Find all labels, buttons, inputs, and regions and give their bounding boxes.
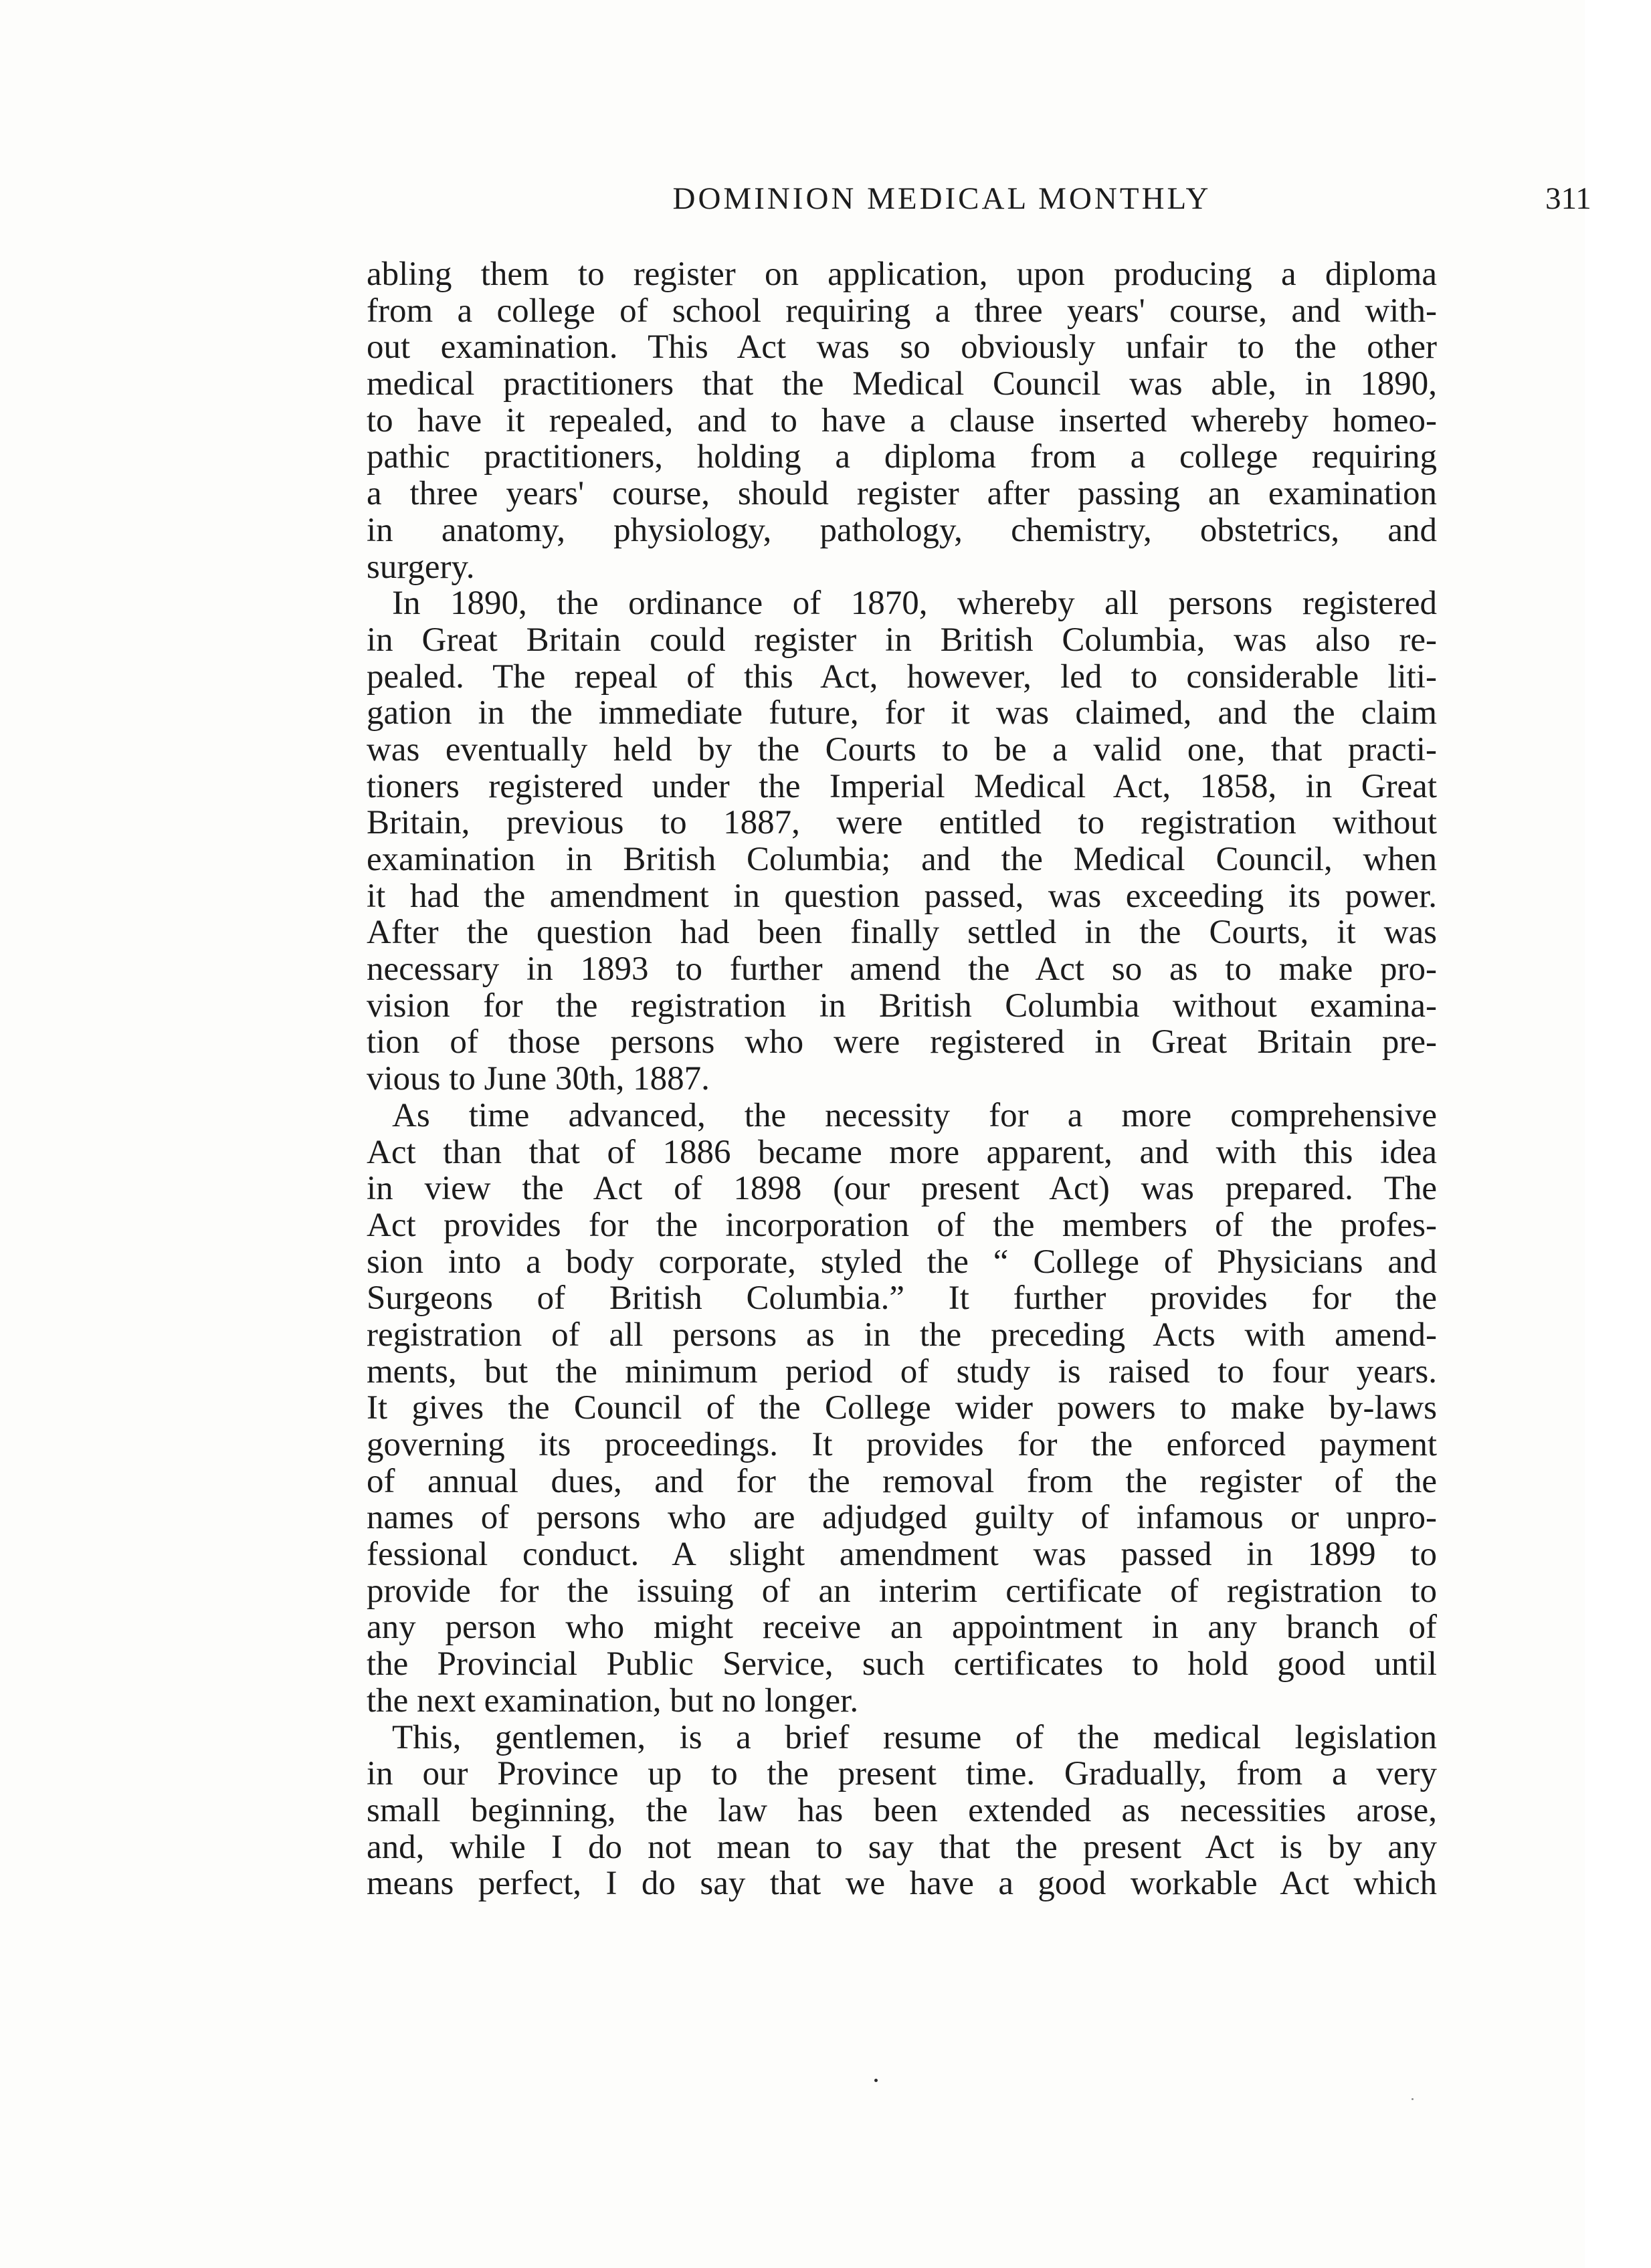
text-line: Act than that of 1886 became more apparent, and with this idea (367, 1133, 1437, 1171)
ink-speck (1412, 2098, 1414, 2100)
text-line: in our Province up to the present time. Gradually, from a very (367, 1755, 1437, 1793)
ink-speck (874, 2079, 878, 2082)
text-line: Act provides for the incorporation of the members of the profes- (367, 1206, 1437, 1244)
text-line: pathic practitioners, holding a diploma from a college requiring (367, 438, 1437, 476)
text-line: and, while I do not mean to say that the present Act is by any (367, 1828, 1437, 1866)
text-line: medical practitioners that the Medical Council was able, in 1890, (367, 365, 1437, 403)
journal-title: DOMINION MEDICAL MONTHLY (672, 181, 1211, 216)
text-line: Britain, previous to 1887, were entitled to registration without (367, 804, 1437, 842)
text-line: It gives the Council of the College wider powers to make by-laws (367, 1389, 1437, 1427)
text-line: abling them to register on application, upon producing a diploma (367, 255, 1437, 293)
text-line: tioners registered under the Imperial Medical Act, 1858, in Great (367, 767, 1437, 805)
text-line: the Provincial Public Service, such certificates to hold good until (367, 1645, 1437, 1683)
text-line: governing its proceedings. It provides for the enforced payment (367, 1426, 1437, 1463)
text-line: necessary in 1893 to further amend the Act so as to make pro- (367, 950, 1437, 989)
text-line: vious to June 30th, 1887. (367, 1060, 710, 1098)
text-line: provide for the issuing of an interim certificate of registration to (367, 1572, 1437, 1610)
text-line: After the question had been finally settled in the Courts, it was (367, 914, 1437, 952)
text-line: pealed. The repeal of this Act, however, led to considerable liti- (367, 657, 1437, 696)
text-line: a three years' course, should register after passing an examination (367, 475, 1437, 513)
paragraph-start-line: This, gentlemen, is a brief resume of the medical legislation (392, 1718, 1437, 1756)
text-line: was eventually held by the Courts to be a valid one, that practi- (367, 730, 1437, 768)
text-line: it had the amendment in question passed, was exceeding its power. (367, 877, 1437, 915)
paragraph-start-line: In 1890, the ordinance of 1870, whereby all persons registered (392, 585, 1437, 623)
text-line: surgery. (367, 548, 475, 586)
text-line: gation in the immediate future, for it was claimed, and the claim (367, 694, 1437, 732)
text-line: small beginning, the law has been extended as necessities arose, (367, 1791, 1437, 1829)
text-line: of annual dues, and for the removal from the register of the (367, 1462, 1437, 1500)
running-head (367, 175, 1651, 222)
text-line: from a college of school requiring a three years' course, and with- (367, 292, 1437, 330)
text-line: names of persons who are adjudged guilty of infamous or unpro- (367, 1499, 1437, 1537)
text-line: any person who might receive an appointment in any branch of (367, 1609, 1437, 1647)
text-line: in anatomy, physiology, pathology, chemistry, obstetrics, and (367, 511, 1437, 549)
page-number: 311 (1545, 181, 1591, 216)
text-line: the next examination, but no longer. (367, 1681, 859, 1720)
text-line: examination in British Columbia; and the Medical Council, when (367, 841, 1437, 878)
body-text (367, 256, 1437, 1902)
text-line: vision for the registration in British Columbia without examina- (367, 987, 1437, 1025)
text-line: out examination. This Act was so obviously unfair to the other (367, 328, 1437, 367)
text-line: in view the Act of 1898 (our present Act) was prepared. The (367, 1170, 1437, 1208)
text-line: sion into a body corporate, styled the “ College of Physicians and (367, 1243, 1437, 1281)
text-line: Surgeons of British Columbia.” It further provides for the (367, 1279, 1437, 1318)
text-line: ments, but the minimum period of study is raised to four years. (367, 1352, 1437, 1390)
paragraph-start-line: As time advanced, the necessity for a more comprehensive (392, 1096, 1437, 1134)
text-line: tion of those persons who were registered in Great Britain pre- (367, 1023, 1437, 1061)
text-line: registration of all persons as in the preceding Acts with amend- (367, 1316, 1437, 1354)
text-line: means perfect, I do say that we have a good workable Act which (367, 1865, 1437, 1903)
text-line: in Great Britain could register in British Columbia, was also re- (367, 621, 1437, 659)
text-line: fessional conduct. A slight amendment was passed in 1899 to (367, 1536, 1437, 1574)
text-line: to have it repealed, and to have a clause inserted whereby homeo- (367, 401, 1437, 439)
